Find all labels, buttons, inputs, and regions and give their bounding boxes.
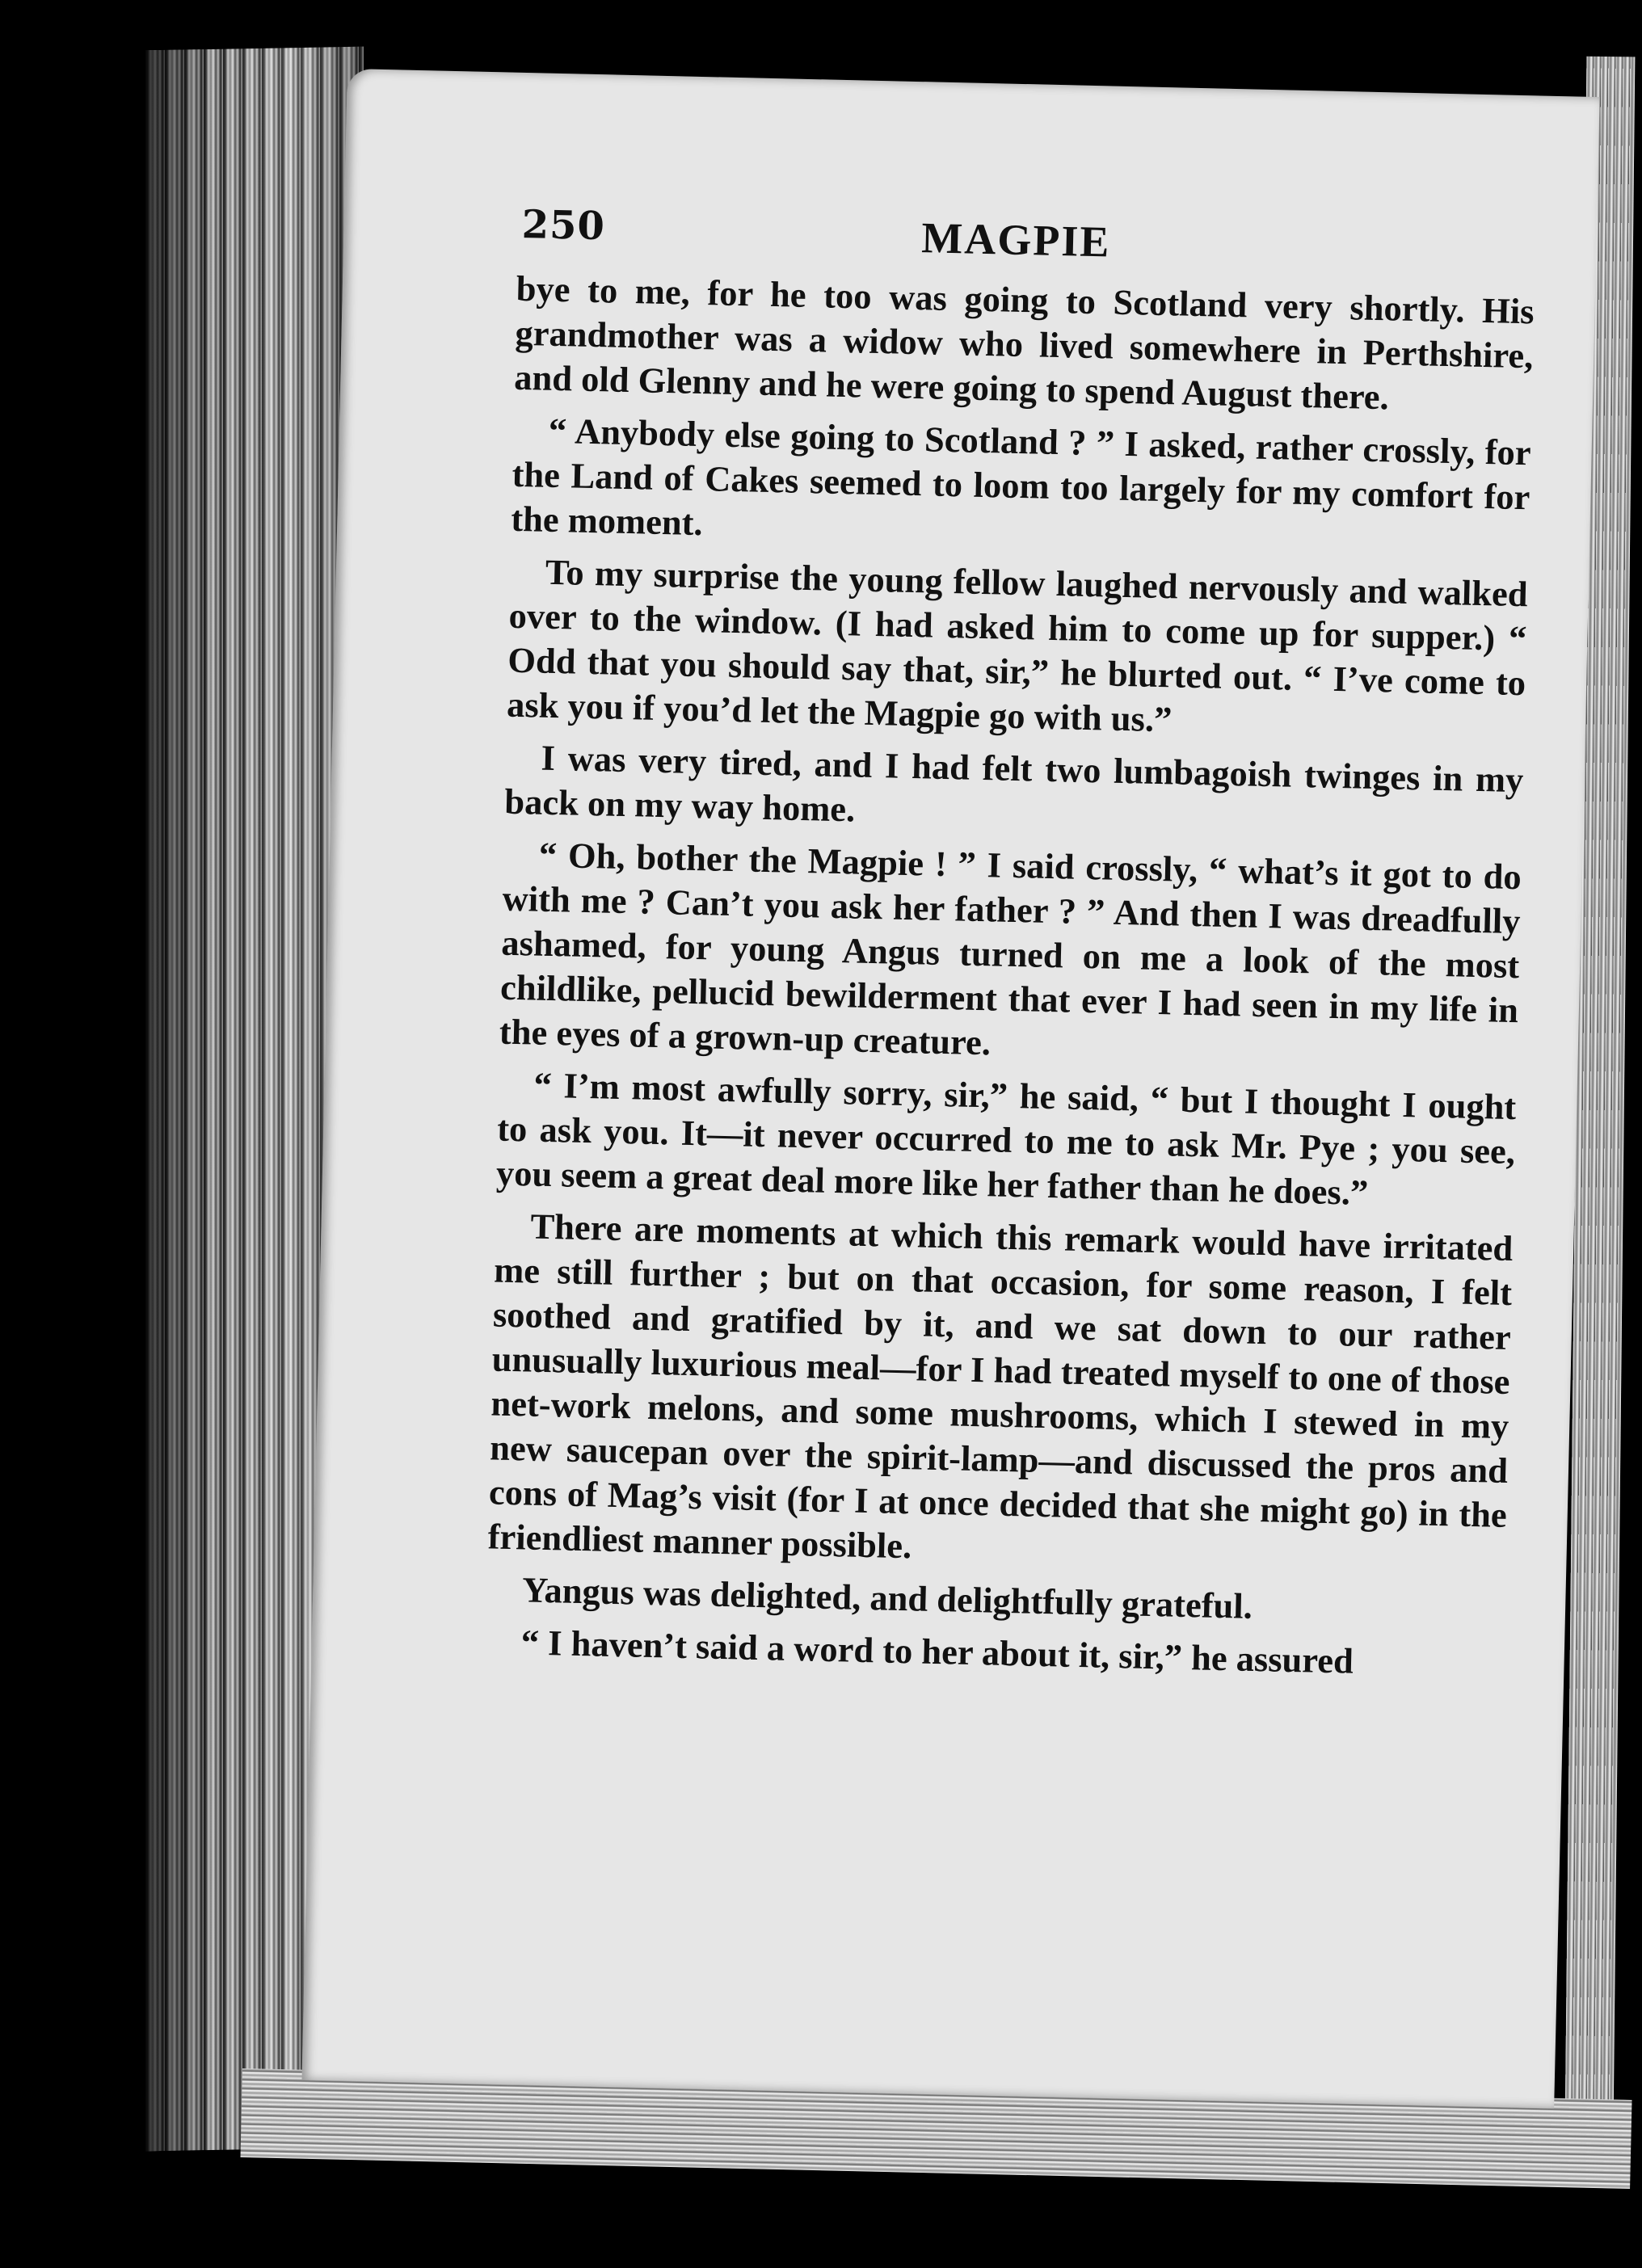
page-content <box>485 202 1536 1695</box>
paragraph: “ I’m most awfully sorry, sir,” he said, “ but I thought I ought to ask you. It—it never occurred to me to ask Mr. Pye ; you see, you seem a great deal more like her father than he does.” <box>495 1064 1517 1214</box>
paragraph: There are moments at which this remark would have irritated me still further ; but on that occasion, for some reason, I felt soothed and gratified by it, and we sat down to our rather unusually luxurious meal—for I had treated myself to one of those net-work melons, and some mushrooms, which I stewed in my new saucepan over the spirit-lamp—and discussed the pros and cons of Mag’s visit (for I at once decided that she might go) in the friendliest manner possible. <box>487 1206 1514 1567</box>
paragraph: “ Oh, bother the Magpie ! ” I said crossly, “ what’s it got to do with me ? Can’t you ask her father ? ” And then I was dreadfully ashamed, for young Angus turned on me a look of the most childlike, pellucid bewilderment that ever I had seen in my life in the eyes of a grown-up creature. <box>499 834 1522 1063</box>
paragraph: I was very tired, and I had felt two lumbagoish twinges in my back on my way home. <box>503 737 1524 830</box>
paragraph: “ Anybody else going to Scotland ? ” I asked, rather crossly, for the Land of Cakes seemed to loom too largely for my comfort for the moment. <box>510 410 1532 544</box>
paragraph: To my surprise the young fellow laughed nervously and walked over to the window. (I had asked him to come up for supper.) “ Odd that you should say that, sir,” he blurted out. “ I’ve come to ask you if you’d let the Magpie go with us.” <box>506 551 1529 740</box>
book-page <box>302 69 1600 2109</box>
paragraph: bye to me, for he too was going to Scotland very shortly. His grandmother was a widow who lived somewhere in Perthshire, and old Glenny and he were going to spend August there. <box>513 267 1535 418</box>
paragraph: “ I haven’t said a word to her about it, sir,” he assured <box>520 1622 1354 1681</box>
paragraph: Yangus was delighted, and delightfully grateful. <box>521 1569 1253 1626</box>
body-text <box>485 267 1535 1687</box>
page-number: 250 <box>521 201 606 250</box>
running-title: MAGPIE <box>920 213 1112 267</box>
